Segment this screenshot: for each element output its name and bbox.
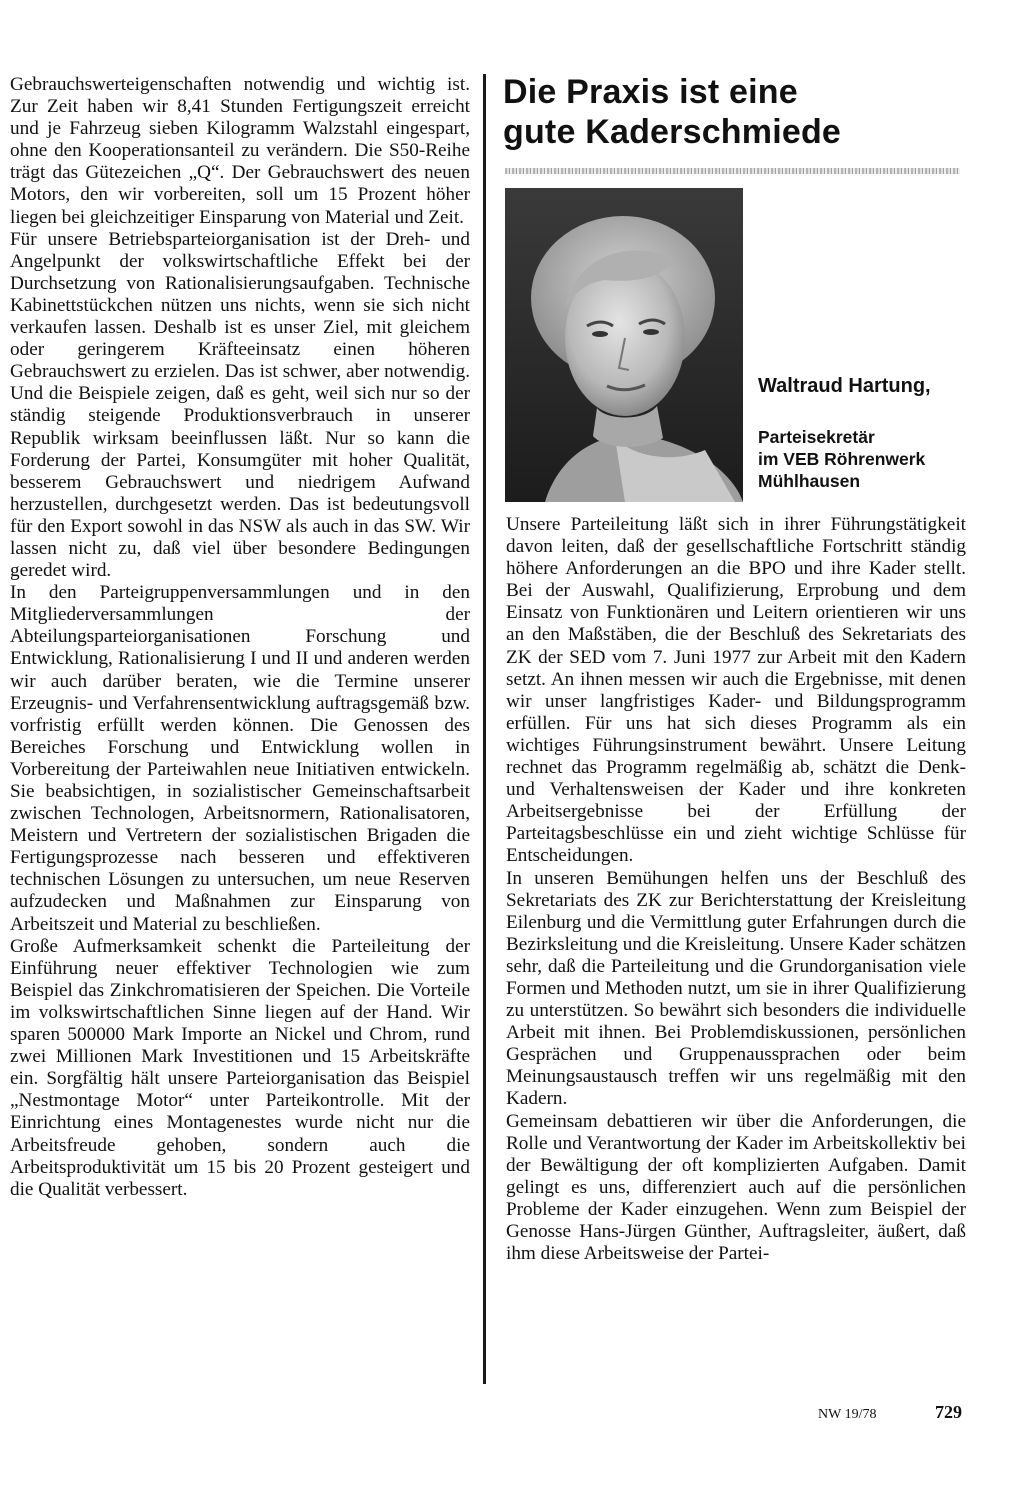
page-number: 729 [935, 1402, 962, 1422]
left-paragraph: Für unsere Betriebsparteiorganisation ist der Dreh- und Angelpunkt der volkswirtschaftliche Effekt bei der Durchsetzung von Rationalisierungsaufgaben. Technische Kabinettstückchen nützen uns nichts, wenn sie sich nicht verkaufen lassen. Deshalb ist es unser Ziel, mit gleichem oder geringerem Kräfteeinsatz einen höheren Gebrauchswert zu erzielen. Das ist schwer, aber notwendig. Und die Beispiele zeigen, daß es geht, weil sich nur so der ständig steigende Produktionsverbrauch in unserer Republik wirksam beeinflussen läßt. Nur so kann die Forderung der Partei, Konsumgüter mit hoher Qualität, besserem Gebrauchswert und niedrigem Aufwand herzustellen, durchgesetzt werden. Das ist bedeutungsvoll für den Export sowohl in das NSW als auch in das SW. Wir lassen nicht zu, daß viel über besondere Bedingungen geredet wird. [10, 228, 470, 582]
portrait-illustration [505, 188, 743, 502]
author-role-line-3: Mühlhausen [758, 471, 861, 491]
author-role-line-1: Parteisekretär [758, 427, 875, 447]
headline-line-2: gute Kaderschmiede [503, 113, 842, 151]
author-role [758, 426, 988, 492]
left-paragraph: Große Aufmerksamkeit schenkt die Parteileitung der Einführung neuer effektiver Technologien wie zum Beispiel das Zinkchromatisieren der Speichen. Die Vorteile im volkswirtschaftlichen Sinne liegen auf der Hand. Wir sparen 500000 Mark Importe an Nickel und Chrom, rund zwei Millionen Mark Investitionen und 15 Arbeitskräfte ein. Sorgfältig hält unsere Parteiorganisation das Beispiel „Nestmontage Motor“ unter Parteikontrolle. Mit der Einrichtung eines Montagenestes wurde nicht nur die Arbeitsfreude gehoben, sondern auch die Arbeitsproduktivität um 15 bis 20 Prozent gesteigert und die Qualität verbessert. [10, 935, 470, 1200]
author-name: Waltraud Hartung, [758, 375, 931, 397]
decorative-rule [505, 168, 960, 174]
issue-reference: NW 19/78 [818, 1407, 877, 1422]
article-headline [503, 72, 963, 152]
right-paragraph: Unsere Parteileitung läßt sich in ihrer Führungstätigkeit davon leiten, daß der gesellschaftliche Fortschritt ständig höhere Anforderungen an die BPO und ihre Kader stellt. Bei der Auswahl, Qualifizierung, Erprobung und dem Einsatz von Funktionären und Leitern orientieren wir uns an den Maßstäben, die der Beschluß des Sekretariats des ZK der SED vom 7. Juni 1977 zur Arbeit mit den Kadern setzt. An ihnen messen wir auch die Ergebnisse, mit denen wir unser langfristiges Kader- und Bildungsprogramm erfüllen. Für uns hat sich dieses Programm als ein wichtiges Führungsinstrument bewährt. Unsere Leitung rechnet das Programm regelmäßig ab, schätzt die Denk- und Verhaltensweisen der Kader und ihre konkreten Arbeitsergebnisse bei der Erfüllung der Parteitagsbeschlüsse ein und zieht wichtige Schlüsse für Entscheidungen. [506, 514, 966, 867]
left-paragraph: In den Parteigruppenversammlungen und in den Mitgliederversammlungen der Abteilungsparteiorganisationen Forschung und Entwicklung, Rationalisierung I und II und anderen werden wir auch darüber beraten, wie die Termine unserer Erzeugnis- und Verfahrensentwicklung auftragsgemäß bzw. vorfristig erfüllt werden können. Die Genossen des Bereiches Forschung und Entwicklung wollen in Vorbereitung der Parteiwahlen neue Initiativen entwickeln. Sie beabsichtigen, in sozialistischer Gemeinschaftsarbeit zwischen Technologen, Arbeitsnormern, Rationalisatoren, Meistern und Vertretern der sozialistischen Brigaden die Fertigungsprozesse nach besseren und effektiveren technischen Lösungen zu untersuchen, um neue Reserven aufzudecken und Maßnahmen zur Einsparung von Arbeitszeit und Material zu beschließen. [10, 582, 470, 935]
right-column [506, 514, 966, 1265]
author-role-line-2: im VEB Röhrenwerk [758, 449, 926, 469]
author-portrait-photo [505, 188, 743, 502]
right-paragraph: In unseren Bemühungen helfen uns der Beschluß des Sekretariats des ZK zur Berichterstattung der Kreisleitung Eilenburg und die Vermittlung guter Erfahrungen durch die Bezirksleitung und die Kreisleitung. Unsere Kader schätzen sehr, daß die Parteileitung und die Grundorganisation viele Formen und Methoden nutzt, um sie in ihrer Qualifizierung zu unterstützen. So bewährt sich besonders die individuelle Arbeit mit ihnen. Bei Problemdiskussionen, persönlichen Gesprächen und Gruppenaussprachen oder beim Meinungsaustausch treffen wir uns regelmäßig mit den Kadern. [506, 867, 966, 1110]
right-paragraph: Gemeinsam debattieren wir über die Anforderungen, die Rolle und Verantwortung der Kader im Arbeitskollektiv bei der Bewältigung der oft komplizierten Aufgaben. Damit gelingt es uns, differenziert auch auf die persönlichen Probleme der Kader einzugehen. Wenn zum Beispiel der Genosse Hans-Jürgen Günther, Auftragsleiter, äußert, daß ihm diese Arbeitsweise der Partei- [506, 1110, 966, 1265]
column-divider [483, 74, 486, 1384]
headline-line-1: Die Praxis ist eine [503, 73, 798, 111]
left-column [10, 74, 470, 1201]
left-paragraph: Gebrauchswerteigenschaften notwendig und wichtig ist. Zur Zeit haben wir 8,41 Stunden Fertigungszeit erreicht und je Fahrzeug sieben Kilogramm Walzstahl eingespart, ohne den Kooperationsanteil zu verändern. Die S50-Reihe trägt das Gütezeichen „Q“. Der Gebrauchswert des neuen Motors, den wir vorbereiten, soll um 15 Prozent höher liegen bei gleichzeitiger Einsparung von Material und Zeit. [10, 74, 470, 228]
